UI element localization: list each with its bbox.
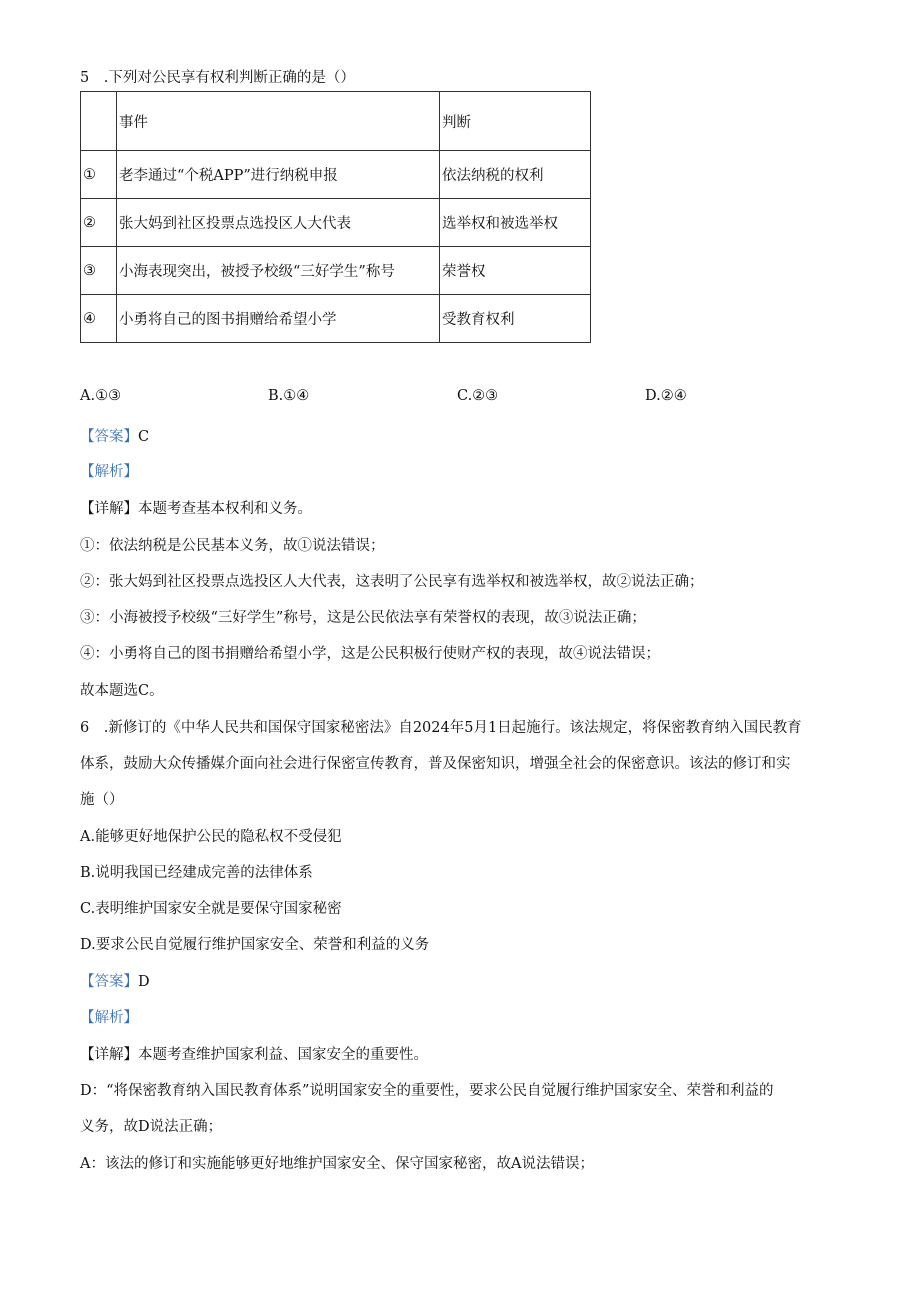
q5-table: [80, 91, 591, 343]
table-cell: 小海表现突出，被授予校级“三好学生”称号: [117, 247, 440, 295]
q6-stem-line: 施（）: [80, 792, 124, 808]
q6-option-b: B.说明我国已经建成完善的法律体系: [80, 865, 313, 881]
answer-value: C: [138, 429, 150, 445]
q5-detail-line: ②：张大妈到社区投票点选投区人大代表，这表明了公民享有选举权和被选举权，故②说法正确；: [80, 574, 704, 590]
q6-option-c: C.表明维护国家安全就是要保守国家秘密: [80, 901, 342, 917]
q5-option-b: B.①④: [268, 388, 310, 404]
q6-detail-line: A：该法的修订和实施能够更好地维护国家安全、保守国家秘密，故A说法错误；: [80, 1156, 594, 1172]
table-row: [81, 151, 591, 199]
table-row: [81, 247, 591, 295]
table-header-cell: 事件: [117, 92, 440, 151]
q6-stem-line: 体系，鼓励大众传播媒介面向社会进行保密宣传教育，普及保密知识，增强全社会的保密意识。该法的修订和实: [80, 756, 791, 772]
q5-detail-line: ④：小勇将自己的图书捐赠给希望小学，这是公民积极行使财产权的表现，故④说法错误；: [80, 646, 660, 662]
q6-option-a: A.能够更好地保护公民的隐私权不受侵犯: [80, 829, 342, 845]
q6-stem-line: 6 .新修订的《中华人民共和国保守国家秘密法》自2024年5月1日起施行。该法规定，将保密教育纳入国民教育: [80, 720, 802, 736]
table-cell: ③: [81, 247, 117, 295]
table-cell: 受教育权利: [440, 295, 591, 343]
table-row: [81, 199, 591, 247]
q5-stem: 5 .下列对公民享有权利判断正确的是（）: [80, 70, 355, 86]
q5-option-c: C.②③: [457, 388, 499, 404]
table-header-cell: 判断: [440, 92, 591, 151]
q5-detail-line: ①：依法纳税是公民基本义务，故①说法错误；: [80, 538, 385, 554]
q6-detail-line: D：“将保密教育纳入国民教育体系”说明国家安全的重要性，要求公民自觉履行维护国家安全、荣誉和利益的: [80, 1083, 774, 1099]
q5-detail-line: ③：小海被授予校级“三好学生”称号，这是公民依法享有荣誉权的表现，故③说法正确；: [80, 610, 646, 626]
table-cell: ②: [81, 199, 117, 247]
table-cell: 依法纳税的权利: [440, 151, 591, 199]
q6-detail-line: 义务，故D说法正确；: [80, 1119, 223, 1135]
q6-analysis-tag: 【解析】: [80, 1010, 138, 1026]
table-cell: ①: [81, 151, 117, 199]
table-header-row: [81, 92, 591, 151]
q5-option-a: A.①③: [80, 388, 122, 404]
q5-analysis-tag: 【解析】: [80, 464, 138, 480]
table-cell: 荣誉权: [440, 247, 591, 295]
table-cell: 选举权和被选举权: [440, 199, 591, 247]
table-row: [81, 295, 591, 343]
q6-option-d: D.要求公民自觉履行维护国家安全、荣誉和利益的义务: [80, 937, 430, 953]
table-cell: 小勇将自己的图书捐赠给希望小学: [117, 295, 440, 343]
q5-detail-line: 【详解】本题考查基本权利和义务。: [80, 501, 312, 517]
q6-detail-line: 【详解】本题考查维护国家利益、国家安全的重要性。: [80, 1047, 428, 1063]
answer-tag: 【答案】: [80, 974, 138, 990]
table-header-cell: [81, 92, 117, 151]
table-cell: ④: [81, 295, 117, 343]
table-cell: 老李通过“个税APP”进行纳税申报: [117, 151, 440, 199]
q5-answer: [80, 425, 149, 446]
q5-option-d: D.②④: [645, 388, 687, 404]
q6-answer: [80, 970, 150, 991]
answer-tag: 【答案】: [80, 429, 138, 445]
table-cell: 张大妈到社区投票点选投区人大代表: [117, 199, 440, 247]
q5-detail-line: 故本题选C。: [80, 683, 164, 699]
answer-value: D: [138, 974, 150, 990]
